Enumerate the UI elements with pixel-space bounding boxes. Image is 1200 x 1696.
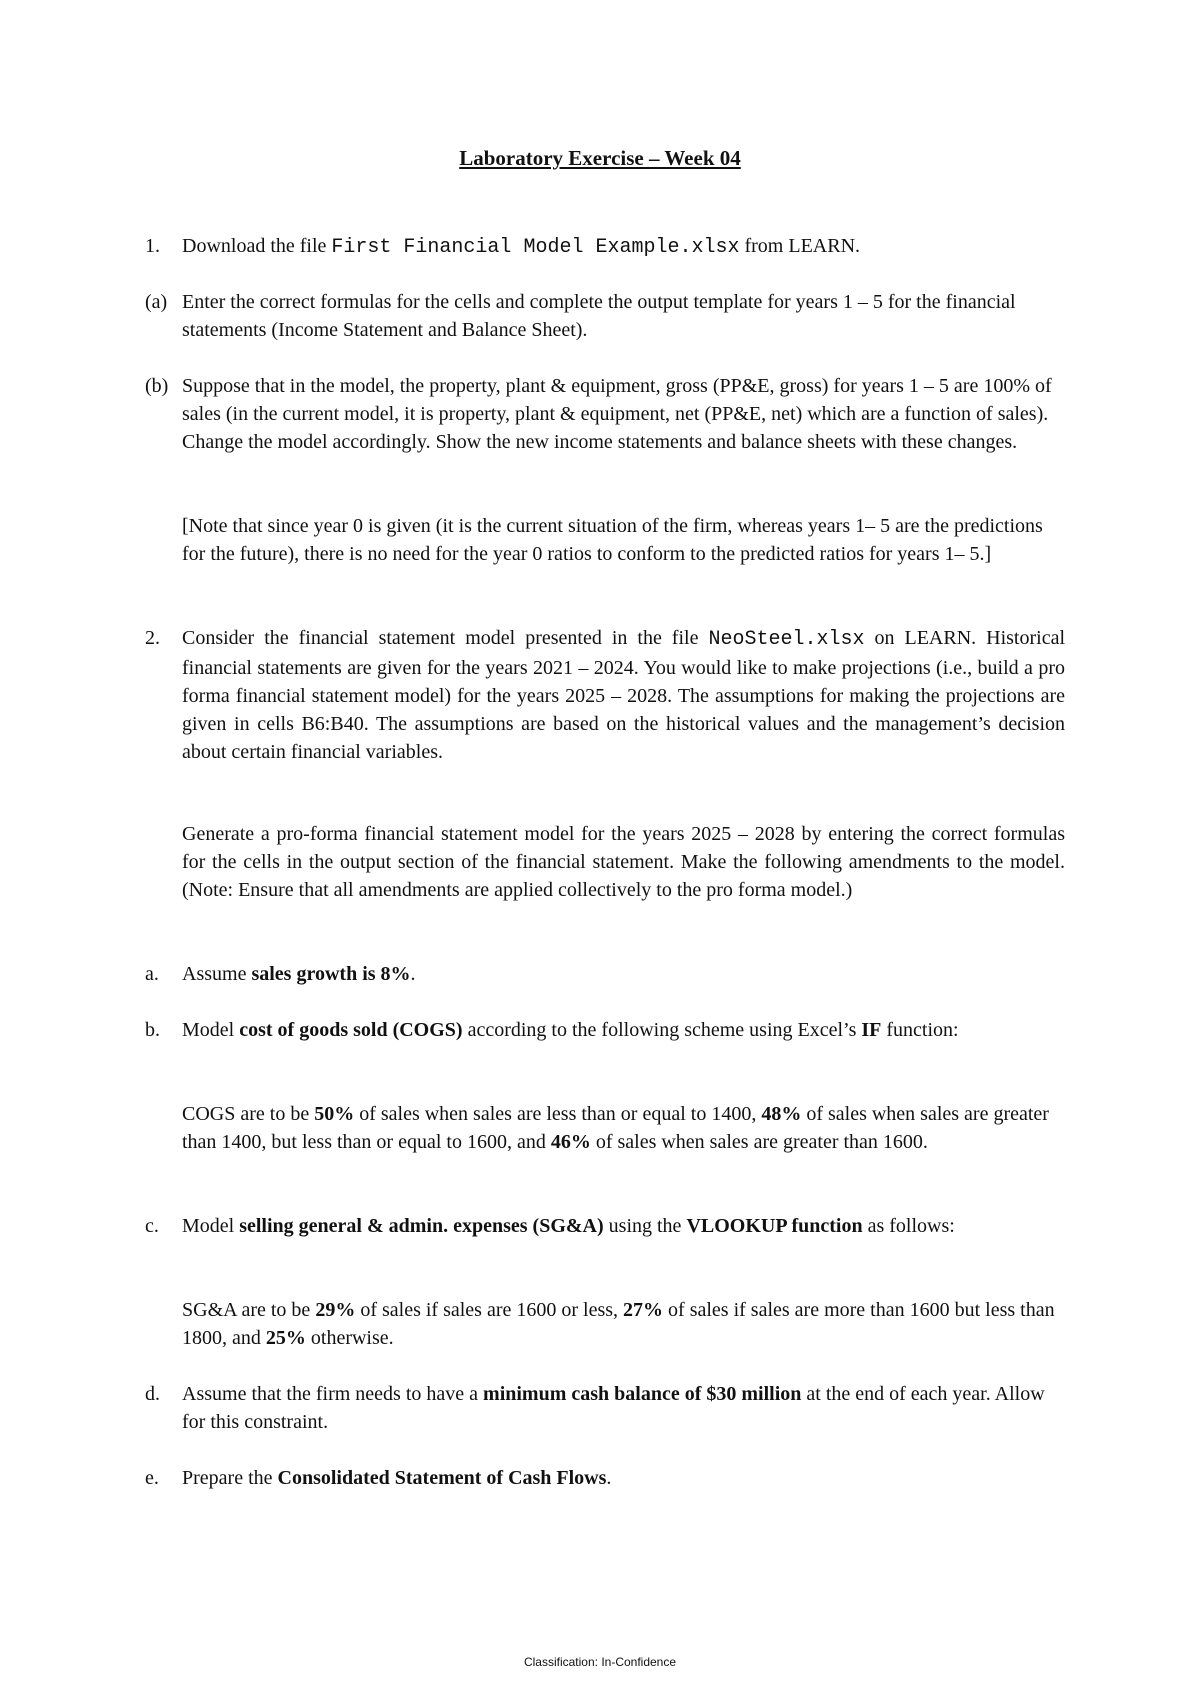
item-number: d.	[145, 1383, 160, 1405]
file-name: First Financial Model Example.xlsx	[331, 236, 740, 259]
item-text: Assume sales growth is 8%.	[182, 963, 416, 985]
note-paragraph: [Note that since year 0 is given (it is the current situation of the firm, whereas years 1– 5 are the predictions for the future), there is no need for the year 0 ratios to conform to the predicted ratios for years 1– 5.]	[182, 515, 1043, 565]
item-text: Model selling general & admin. expenses (SG&A) using the VLOOKUP function as follows:	[182, 1215, 955, 1237]
item-text: Enter the correct formulas for the cells and complete the output template for years 1 – 5 for the financial statements (Income Statement and Balance Sheet).	[182, 291, 1016, 341]
amendment-d	[145, 1380, 1065, 1436]
classification-footer: Classification: In-Confidence	[523, 1655, 677, 1669]
item-number: b.	[145, 1019, 160, 1041]
cogs-scheme: COGS are to be 50% of sales when sales are less than or equal to 1400, 48% of sales when sales are greater than 1400, but less than or equal to 1600, and 46% of sales when sales are greater than 1600.	[182, 1103, 1049, 1153]
generate-paragraph: Generate a pro-forma financial statement model for the years 2025 – 2028 by entering the correct formulas for the cells in the output section of the financial statement. Make the following amendments to the model. (Note: Ensure that all amendments are applied collectively to the pro forma model.)	[182, 823, 1065, 901]
sga-scheme: SG&A are to be 29% of sales if sales are 1600 or less, 27% of sales if sales are more than 1600 but less than 1800, and 25% otherwise.	[182, 1299, 1055, 1349]
question-1	[145, 232, 1065, 262]
item-number: (a)	[145, 291, 168, 313]
item-number: a.	[145, 963, 159, 985]
item-number: 2.	[145, 627, 160, 649]
amendment-c	[145, 1212, 1065, 1240]
item-text: Download the file First Financial Model Example.xlsx from LEARN.	[182, 235, 861, 259]
question-1b	[145, 372, 1065, 456]
item-text: Prepare the Consolidated Statement of Cash Flows.	[182, 1467, 612, 1489]
question-2	[145, 624, 1065, 766]
item-number: e.	[145, 1467, 159, 1489]
item-number: c.	[145, 1215, 159, 1237]
item-text: Assume that the firm needs to have a minimum cash balance of $30 million at the end of each year. Allow for this constraint.	[182, 1383, 1045, 1433]
question-1a	[145, 288, 1065, 344]
item-text: Consider the financial statement model presented in the file NeoSteel.xlsx on LEARN. Historical financial statements are given for the years 2021 – 2024. You would like to make projections (i.e., build a pro forma financial statement model) for the years 2025 – 2028. The assumptions for making the projections are given in cells B6:B40. The assumptions are based on the historical values and the management’s decision about certain financial variables.	[182, 627, 1066, 763]
item-text: Suppose that in the model, the property, plant & equipment, gross (PP&E, gross) for years 1 – 5 are 100% of sales (in the current model, it is property, plant & equipment, net (PP&E, net) which are a function of sales). Change the model accordingly. Show the new income statements and balance sheets with these changes.	[182, 375, 1052, 453]
amendment-b	[145, 1016, 1065, 1044]
item-text: Model cost of goods sold (COGS) according to the following scheme using Excel’s IF function:	[182, 1019, 959, 1041]
amendment-a	[145, 960, 1065, 988]
file-name: NeoSteel.xlsx	[708, 628, 865, 651]
item-number: 1.	[145, 235, 160, 257]
page-title: Laboratory Exercise – Week 04	[459, 146, 741, 170]
item-number: (b)	[145, 375, 169, 397]
amendment-e	[145, 1464, 1065, 1492]
